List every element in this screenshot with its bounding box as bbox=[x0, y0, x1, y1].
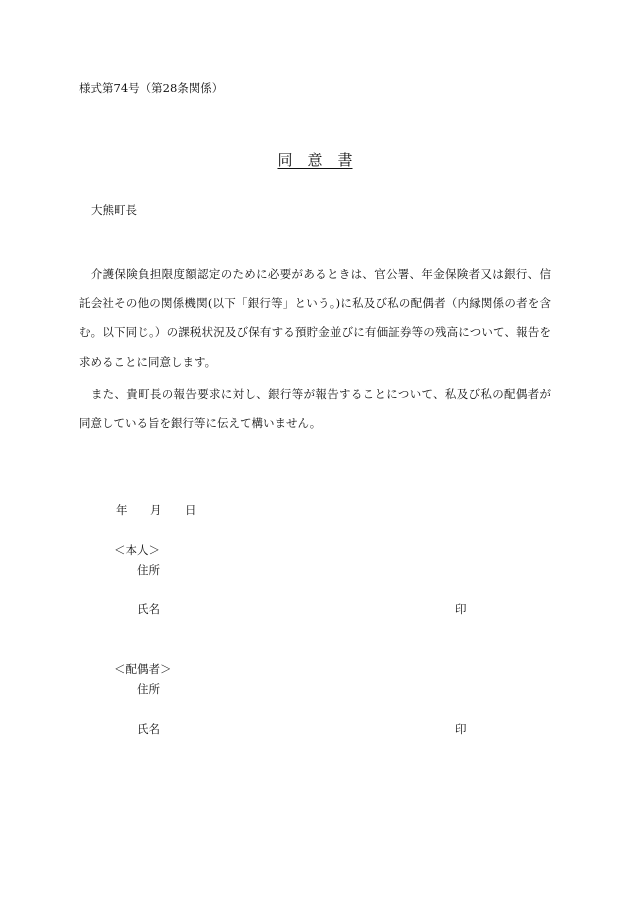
paragraph-line: む。以下同じ。）の課税状況及び保有する預貯金並びに有価証券等の残高について、報告を bbox=[79, 325, 551, 339]
paragraph-line: 託会社その他の関係機関(以下「銀行等」という。)に私及び私の配偶者（内縁関係の者を含 bbox=[79, 296, 551, 310]
date-day-label: 日 bbox=[185, 503, 197, 517]
document-title bbox=[0, 150, 630, 170]
document-title-text: 同 意 書 bbox=[277, 151, 353, 169]
spouse-seal-mark: 印 bbox=[455, 722, 467, 736]
date-month-label: 月 bbox=[150, 503, 162, 517]
spouse-name-label: 氏名 bbox=[137, 722, 160, 736]
addressee: 大熊町長 bbox=[91, 203, 137, 217]
principal-address-label: 住所 bbox=[137, 563, 160, 577]
date-year-label: 年 bbox=[116, 503, 128, 517]
paragraph-line: 介護保険負担限度額認定のために必要があるときは、官公署、年金保険者又は銀行、信 bbox=[79, 267, 551, 281]
paragraph-line: また、貴町長の報告要求に対し、銀行等が報告することについて、私及び私の配偶者が bbox=[79, 387, 551, 401]
principal-seal-mark: 印 bbox=[455, 602, 467, 616]
principal-name-label: 氏名 bbox=[137, 602, 160, 616]
paragraph-line: 同意している旨を銀行等に伝えて構いません。 bbox=[79, 416, 322, 430]
paragraph-line: 求めることに同意します。 bbox=[79, 355, 217, 369]
spouse-heading: ＜配偶者＞ bbox=[114, 662, 172, 676]
principal-heading: ＜本人＞ bbox=[114, 543, 160, 557]
spouse-address-label: 住所 bbox=[137, 682, 160, 696]
form-number: 様式第74号（第28条関係） bbox=[79, 81, 224, 95]
